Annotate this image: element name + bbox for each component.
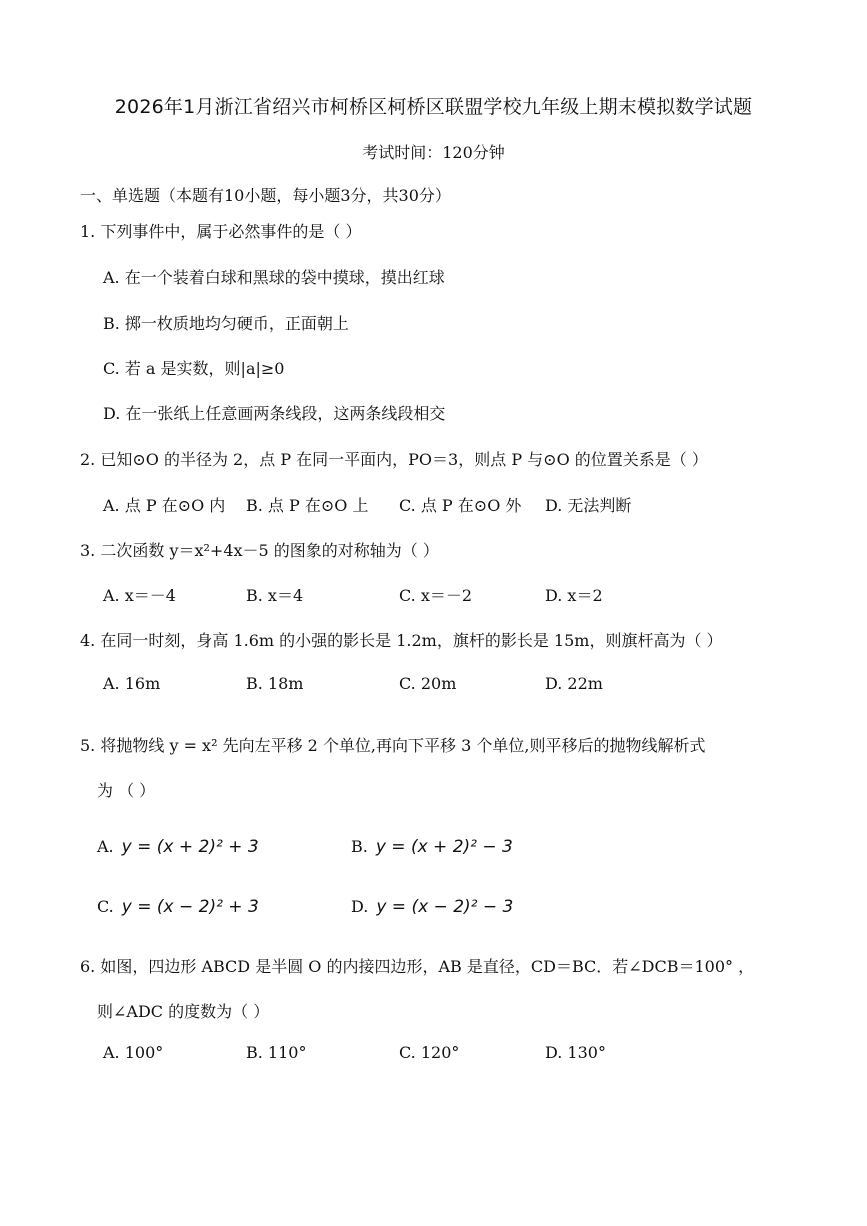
question-4-option-a: A. 16m (103, 674, 161, 693)
question-3-stem: 3. 二次函数 y＝x²+4x－5 的图象的对称轴为（ ） (80, 541, 439, 560)
question-4-option-d: D. 22m (545, 674, 603, 693)
question-3-option-a: A. x＝－4 (103, 586, 176, 605)
question-5-option-d (351, 897, 513, 917)
question-5-option-a (97, 837, 259, 857)
question-4-stem: 4. 在同一时刻，身高 1.6m 的小强的影长是 1.2m，旗杆的影长是 15m，则旗杆高为（ ） (80, 631, 723, 650)
question-1-stem: 1. 下列事件中，属于必然事件的是（ ） (80, 222, 362, 241)
question-6-option-d: D. 130° (545, 1043, 606, 1062)
section-heading: 一、单选题（本题有10小题，每小题3分，共30分） (80, 186, 451, 205)
exam-duration: 考试时间：120分钟 (362, 143, 505, 162)
question-3-option-d: D. x＝2 (545, 586, 603, 605)
question-1-option-c: C. 若 a 是实数，则|a|≥0 (103, 359, 285, 378)
question-5-option-a-label: A. (97, 837, 114, 856)
question-5-option-b (351, 837, 513, 857)
question-5-option-c-expr: y = (x − 2)² + 3 (121, 897, 259, 917)
question-5-option-c-label: C. (97, 897, 114, 916)
question-2-options (103, 493, 803, 515)
question-5-option-d-label: D. (351, 897, 369, 916)
question-4-option-c: C. 20m (399, 674, 457, 693)
question-6-option-c: C. 120° (399, 1043, 460, 1062)
question-2-option-b: B. 点 P 在⊙O 上 (246, 496, 369, 515)
question-5-option-b-expr: y = (x + 2)² − 3 (375, 837, 513, 857)
question-5-option-b-label: B. (351, 837, 368, 856)
question-5-stem-line-2: 为 （ ） (97, 781, 156, 800)
question-1-option-d: D. 在一张纸上任意画两条线段，这两条线段相交 (103, 404, 446, 423)
question-5-option-c (97, 897, 259, 917)
question-3-option-b: B. x＝4 (246, 586, 304, 605)
question-5-stem-line-1: 5. 将抛物线 y = x² 先向左平移 2 个单位,再向下平移 3 个单位,则平移后的抛物线解析式 (80, 736, 706, 755)
question-6-stem-line-2: 则∠ADC 的度数为（ ） (97, 1002, 270, 1021)
question-1-option-a: A. 在一个装着白球和黑球的袋中摸球，摸出红球 (103, 268, 445, 287)
question-6-option-a: A. 100° (103, 1043, 164, 1062)
question-3-option-c: C. x＝－2 (399, 586, 473, 605)
question-6-option-b: B. 110° (246, 1043, 307, 1062)
question-4-option-b: B. 18m (246, 674, 304, 693)
question-2-option-c: C. 点 P 在⊙O 外 (399, 496, 522, 515)
question-5-option-d-expr: y = (x − 2)² − 3 (376, 897, 514, 917)
question-3-options (103, 583, 803, 605)
question-6-options (103, 1043, 803, 1065)
question-5-option-a-expr: y = (x + 2)² + 3 (121, 837, 259, 857)
question-2-stem: 2. 已知⊙O 的半径为 2，点 P 在同一平面内，PO＝3，则点 P 与⊙O 的位置关系是（ ） (80, 450, 708, 469)
question-1-option-b: B. 掷一枚质地均匀硬币，正面朝上 (103, 314, 349, 333)
page-title: 2026年1月浙江省绍兴市柯桥区柯桥区联盟学校九年级上期末模拟数学试题 (114, 96, 753, 118)
question-6-stem-line-1: 6. 如图，四边形 ABCD 是半圆 O 的内接四边形，AB 是直径，CD＝BC．若∠DCB＝100° ， (80, 957, 755, 976)
question-4-options (103, 674, 803, 696)
question-2-option-a: A. 点 P 在⊙O 内 (103, 496, 226, 515)
question-2-option-d: D. 无法判断 (545, 496, 632, 515)
